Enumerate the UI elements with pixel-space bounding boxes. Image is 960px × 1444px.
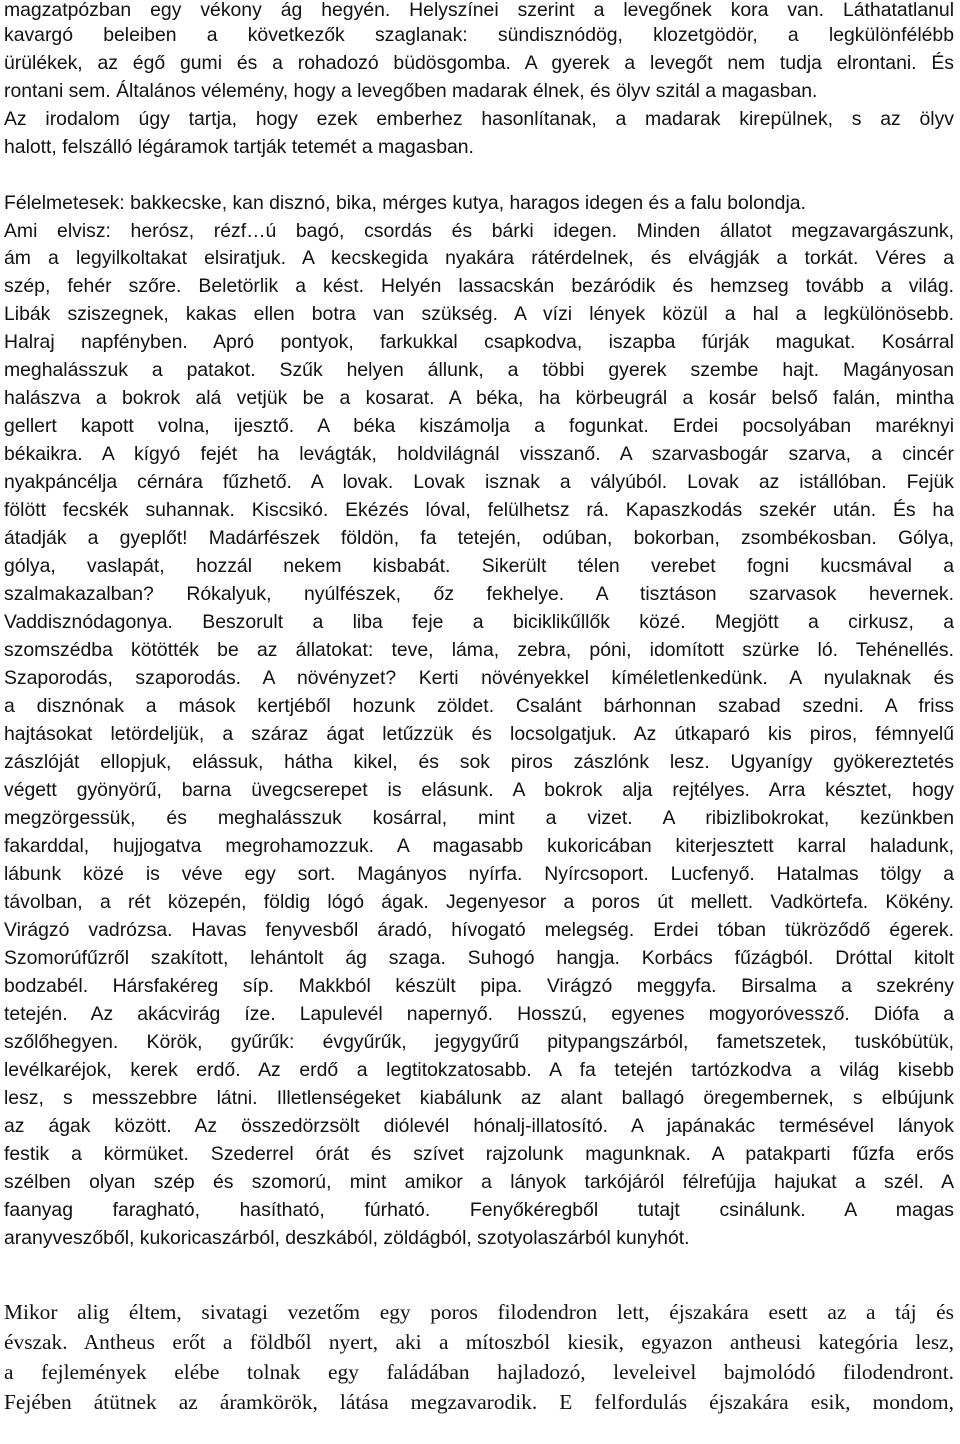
text-line: végett gyönyörű, barna üvegcserepet is elásunk. A bokrok alja rejtélyes. Arra késztet, hogy <box>4 779 954 801</box>
text-line: lábunk közé is véve egy sort. Magányos nyírfa. Nyírcsoport. Lucfenyő. Hatalmas tölgy a <box>4 863 954 885</box>
text-line: lesz, s messzebbre látni. Illetlenségeket kiabálunk az alant ballagó öregembernek, s elbújunk <box>4 1087 954 1109</box>
text-line: magzatpózban egy vékony ág hegyén. Helyszínei szerint a levegőnek kora van. Láthatatlanul <box>4 0 954 21</box>
text-line: bodzabél. Hársfakéreg síp. Makkból készült pipa. Virágzó meggyfa. Birsalma a szekrény <box>4 975 954 997</box>
text-line: Mikor alig éltem, sivatagi vezetőm egy poros filodendron lett, éjszakára esett az a táj és <box>4 1300 954 1324</box>
text-line: évszak. Antheus erőt a földből nyert, aki a mítoszból kiesik, egyazon antheusi kategória lesz, <box>4 1330 954 1354</box>
text-line: gellert kapott volna, ijesztő. A béka kiszámolja a fogunkat. Erdei pocsolyában maréknyi <box>4 415 954 437</box>
text-line: Szaporodás, szaporodás. A növényzet? Kerti növényekkel kíméletlenkedünk. A nyulaknak és <box>4 667 954 689</box>
text-line: Virágzó vadrózsa. Havas fenyvesből áradó, hívogató melegség. Erdei tóban tükröződő égerek. <box>4 919 954 941</box>
text-line: szőlőhegyen. Körök, gyűrűk: évgyűrűk, jegygyűrű pitypangszárból, fametszetek, tuskóbütük, <box>4 1031 954 1053</box>
text-line: faanyag faragható, hasítható, fúrható. Fenyőkéregből tutajt csinálunk. A magas <box>4 1199 954 1221</box>
text-line: rontani sem. Általános vélemény, hogy a levegőben madarak élnek, és ölyv szitál a magasban. <box>4 80 818 102</box>
text-line: zászlóját ellopjuk, elássuk, hátha kikel, és sok piros zászlónk lesz. Ugyanígy gyökereztetés <box>4 751 954 773</box>
text-line: Halraj napfényben. Apró pontyok, farkukkal csapkodva, iszapba fúrják magukat. Kosárral <box>4 331 954 353</box>
text-line: szalmakazalban? Rókalyuk, nyúlfészek, őz fekhelye. A tisztáson szarvasok hevernek. <box>4 583 954 605</box>
text-line: aranyveszőből, kukoricaszárból, deszkából, zöldágból, szotyolaszárból kunyhót. <box>4 1227 690 1249</box>
text-line: tetején. Az akácvirág íze. Lapulevél napernyő. Hosszú, egyenes mogyoróvessző. Diófa a <box>4 1003 954 1025</box>
text-line: halászva a bokrok alá vetjük be a kosarat. A béka, ha körbeugrál a kosár belső falán, mintha <box>4 387 954 409</box>
text-line: halott, felszálló légáramok tartják tetemét a magasban. <box>4 136 474 158</box>
text-line: szép, fehér szőre. Beletörlik a kést. Helyén lassacskán bezáródik és hemzseg tovább a világ. <box>4 275 954 297</box>
text-line: hajtásokat letördeljük, a száraz ágat letűzzük és locsolgatjuk. Az útkaparó kis piros, fémnyelű <box>4 723 954 745</box>
text-line: fölött fecskék suhannak. Kiscsikó. Ekézés lóval, felülhetsz rá. Kapaszkodás szekér után. És ha <box>4 499 954 521</box>
text-line: a disznónak a mások kertjéből hozunk zöldet. Csalánt bárhonnan szabad szedni. A friss <box>4 695 954 717</box>
text-line: Félelmetesek: bakkecske, kan disznó, bika, mérges kutya, haragos idegen és a falu bolondja. <box>4 192 806 214</box>
text-line: szélben olyan szép és szomorú, mint amikor a lányok tarkójáról félrefújja hajukat a szél. A <box>4 1171 954 1193</box>
text-line: meghalásszuk a patakot. Szűk helyen állunk, a többi gyerek szembe hajt. Magányosan <box>4 359 954 381</box>
text-line: gólya, vaslapát, hozzál nekem kisbabát. Sikerült télen verebet fogni kucsmával a <box>4 555 954 577</box>
text-line: Ami elvisz: herósz, rézf…ú bagó, csordás és bárki idegen. Minden állatot megzavargászunk, <box>4 220 954 242</box>
text-line: Libák sziszegnek, kakas ellen botra van szükség. A vízi lények közül a hal a legkülönösebb. <box>4 303 954 325</box>
text-line: békaikra. A kígyó fejét ha levágták, holdvilágnál visszanő. A szarvasbogár szarva, a cincér <box>4 443 954 465</box>
text-line: Az irodalom úgy tartja, hogy ezek emberhez hasonlítanak, a madarak kirepülnek, s az ölyv <box>4 108 954 130</box>
text-line: ürülékek, az égő gumi és a rohadozó büdösgomba. A gyerek a levegőt nem tudja elrontani. És <box>4 52 954 74</box>
text-line: festik a körmüket. Szederrel órát és szívet rajzolunk magunknak. A patakparti fűzfa erős <box>4 1143 954 1165</box>
text-line: ám a legyilkoltakat elsiratjuk. A kecskegida nyakára rátérdelnek, és elvágják a torkát. Véres a <box>4 247 954 269</box>
text-line: távolban, a rét közepén, földig lógó ágak. Jegenyesor a poros út mellett. Vadkörtefa. Kökény. <box>4 891 954 913</box>
text-line: kavargó beleiben a következők szaglanak: sündisznódög, klozetgödör, a legkülönfélébb <box>4 24 954 46</box>
text-line: szomszédba kötötték be az állatokat: teve, láma, zebra, póni, idomított szürke ló. Tehénellés. <box>4 639 954 661</box>
text-line: fakarddal, hujjogatva megrohamozzuk. A magasabb kukoricában kiterjesztett karral haladunk, <box>4 835 954 857</box>
text-line: levélkaréjok, kerek erdő. Az erdő a legtitokzatosabb. A fa tetején tartózkodva a világ kisebb <box>4 1059 954 1081</box>
text-line: Vaddisznódagonya. Beszorult a liba feje a biciklikűllők közé. Megjött a cirkusz, a <box>4 611 954 633</box>
text-line: nyakpáncélja cérnára fűzhető. A lovak. Lovak isznak a vályúból. Lovak az istállóban. Fejük <box>4 471 954 493</box>
text-line: a fejlemények elébe tolnak egy faládában hajladozó, leveleivel bajmolódó filodendront. <box>4 1360 954 1384</box>
text-line: az ágak között. Az összedörzsölt diólevél hónalj-illatosító. A japánakác termésével lányok <box>4 1115 954 1137</box>
text-line: megzörgessük, és meghalásszuk kosárral, mint a vizet. A ribizlibokrokat, kezünkben <box>4 807 954 829</box>
text-line: Fejében átütnek az áramkörök, látása megzavarodik. E felfordulás éjszakára esik, mondom, <box>4 1390 954 1414</box>
text-line: Szomorúfűzről szakított, lehántolt ág szaga. Suhogó hangja. Korbács fűzágból. Dróttal kitolt <box>4 947 954 969</box>
text-line: átadják a gyeplőt! Madárfészek földön, fa tetején, odúban, bokorban, zsombékosban. Gólya, <box>4 527 954 549</box>
